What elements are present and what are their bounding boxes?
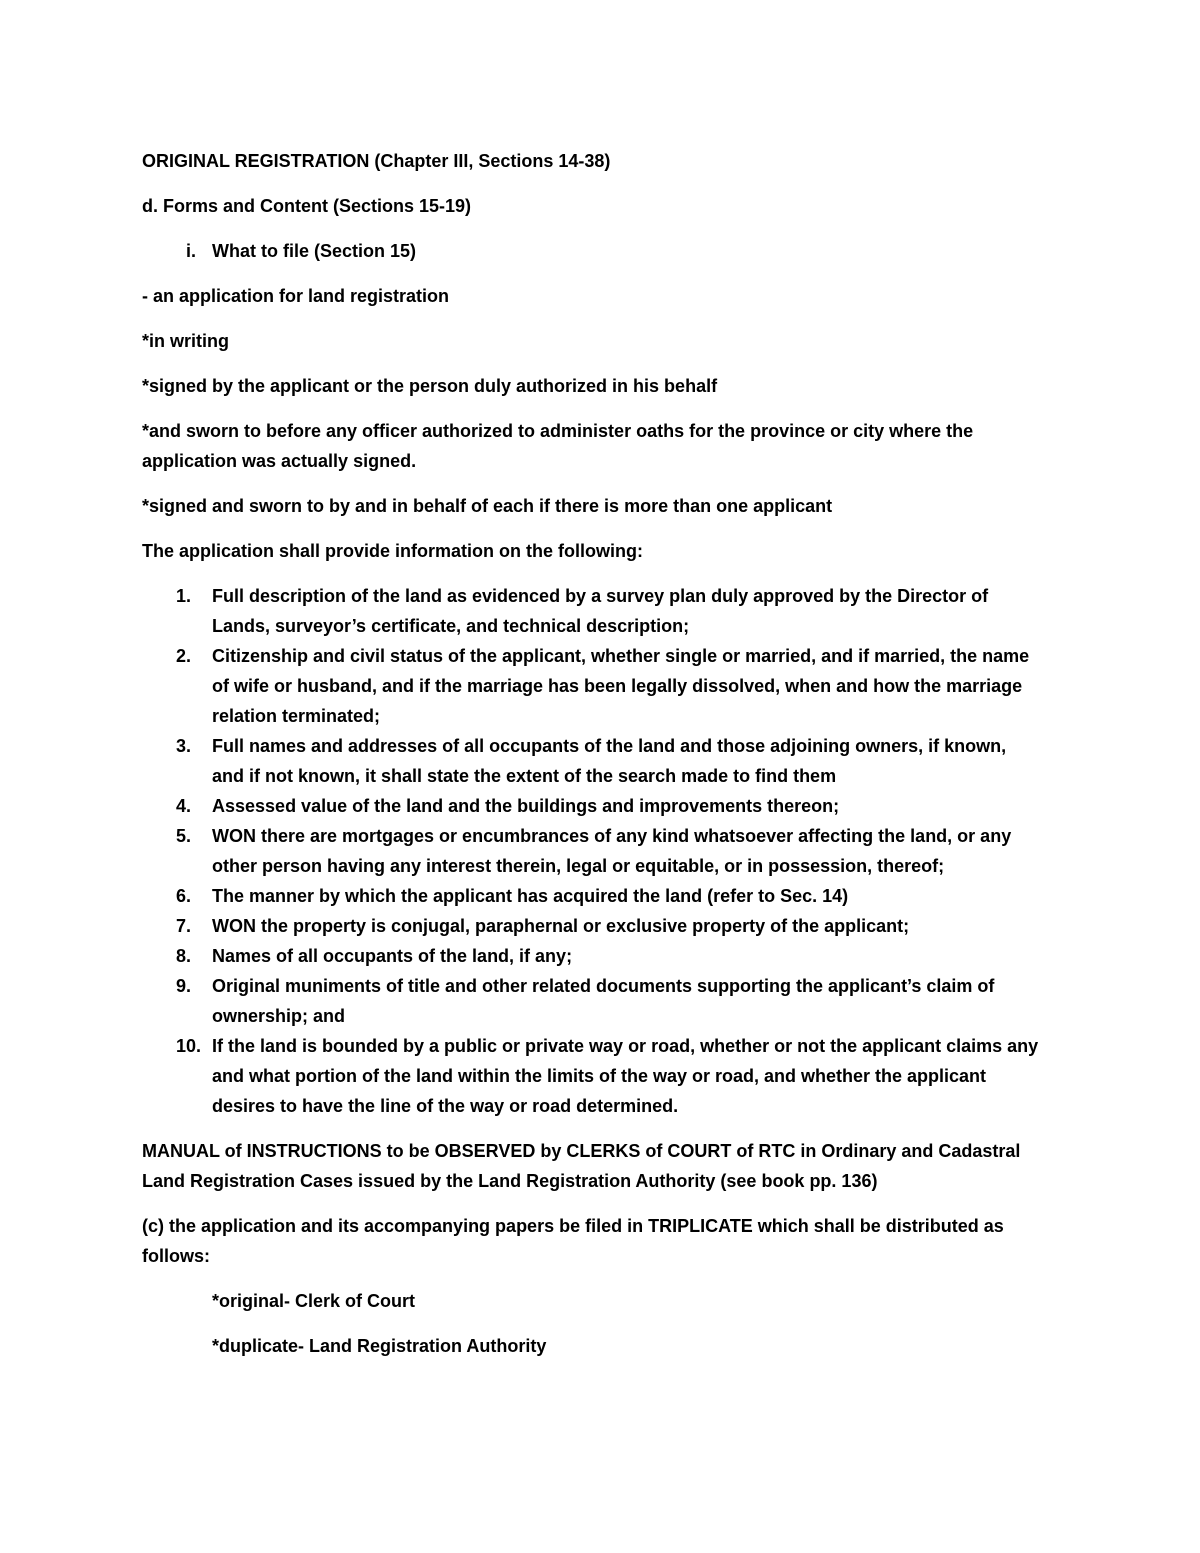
list-item (142, 821, 1042, 881)
list-number: 3. (176, 736, 192, 756)
manual-paragraph: MANUAL of INSTRUCTIONS to be OBSERVED by CLERKS of COURT of RTC in Ordinary and Cadastral Land Registration Cases issued by the Land Registration Authority (see book pp. 136) (142, 1141, 1021, 1191)
list-item (142, 971, 1042, 1031)
list-item (142, 911, 1042, 941)
text-line: *signed by the applicant or the person duly authorized in his behalf (142, 376, 718, 396)
list-item-text: Full description of the land as evidenced by a survey plan duly approved by the Director of Lands, surveyor’s certificate, and technical description; (212, 586, 989, 636)
text-line: The application shall provide information on the following: (142, 541, 644, 561)
list-item-text: WON there are mortgages or encumbrances of any kind whatsoever affecting the land, or any other person having any interest therein, legal or equitable, or in possession, thereof; (212, 826, 1012, 876)
distribution-line: *duplicate- Land Registration Authority (212, 1336, 547, 1356)
list-item (142, 731, 1042, 791)
list-number: 8. (176, 946, 192, 966)
list-number: 6. (176, 886, 192, 906)
list-number: 7. (176, 916, 192, 936)
list-number: 10. (176, 1036, 202, 1056)
requirements-list (142, 581, 1042, 1121)
distribution-line: *original- Clerk of Court (212, 1291, 416, 1311)
list-item-text: WON the property is conjugal, paraphernal or exclusive property of the applicant; (212, 916, 910, 936)
list-item (142, 581, 1042, 641)
list-item-text: Citizenship and civil status of the applicant, whether single or married, and if married, the name of wife or husband, and if the marriage has been legally dissolved, when and how the marriage relation terminated; (212, 646, 1030, 726)
list-number: 9. (176, 976, 192, 996)
document-heading: ORIGINAL REGISTRATION (Chapter III, Sections 14-38) (142, 151, 611, 171)
text-line: - an application for land registration (142, 286, 450, 306)
roman-list-item (142, 236, 1042, 266)
roman-numeral: i. (186, 241, 197, 261)
list-item-text: Assessed value of the land and the buildings and improvements thereon; (212, 796, 840, 816)
text-line: *in writing (142, 331, 229, 351)
list-item (142, 881, 1042, 911)
section-subheading: d. Forms and Content (Sections 15-19) (142, 196, 472, 216)
list-item (142, 1031, 1042, 1121)
list-item-text: Original muniments of title and other related documents supporting the applicant’s claim of ownership; and (212, 976, 995, 1026)
list-item-text: Names of all occupants of the land, if any; (212, 946, 573, 966)
list-number: 4. (176, 796, 192, 816)
list-item (142, 791, 1042, 821)
text-line: *signed and sworn to by and in behalf of each if there is more than one applicant (142, 496, 833, 516)
list-number: 2. (176, 646, 192, 666)
list-item-text: The manner by which the applicant has acquired the land (refer to Sec. 14) (212, 886, 849, 906)
list-number: 1. (176, 586, 192, 606)
list-item-text: If the land is bounded by a public or private way or road, whether or not the applicant claims any and what portion of the land within the limits of the way or road, and whether the applicant desires to have the line of the way or road determined. (212, 1036, 1039, 1116)
triplicate-paragraph: (c) the application and its accompanying papers be filed in TRIPLICATE which shall be distributed as follows: (142, 1216, 1004, 1266)
text-line: *and sworn to before any officer authorized to administer oaths for the province or city where the application was actually signed. (142, 421, 974, 471)
list-number: 5. (176, 826, 192, 846)
list-item-text: Full names and addresses of all occupants of the land and those adjoining owners, if known, and if not known, it shall state the extent of the search made to find them (212, 736, 1007, 786)
roman-item-text: What to file (Section 15) (212, 241, 417, 261)
document-page (142, 146, 1042, 1376)
list-item (142, 641, 1042, 731)
list-item (142, 941, 1042, 971)
